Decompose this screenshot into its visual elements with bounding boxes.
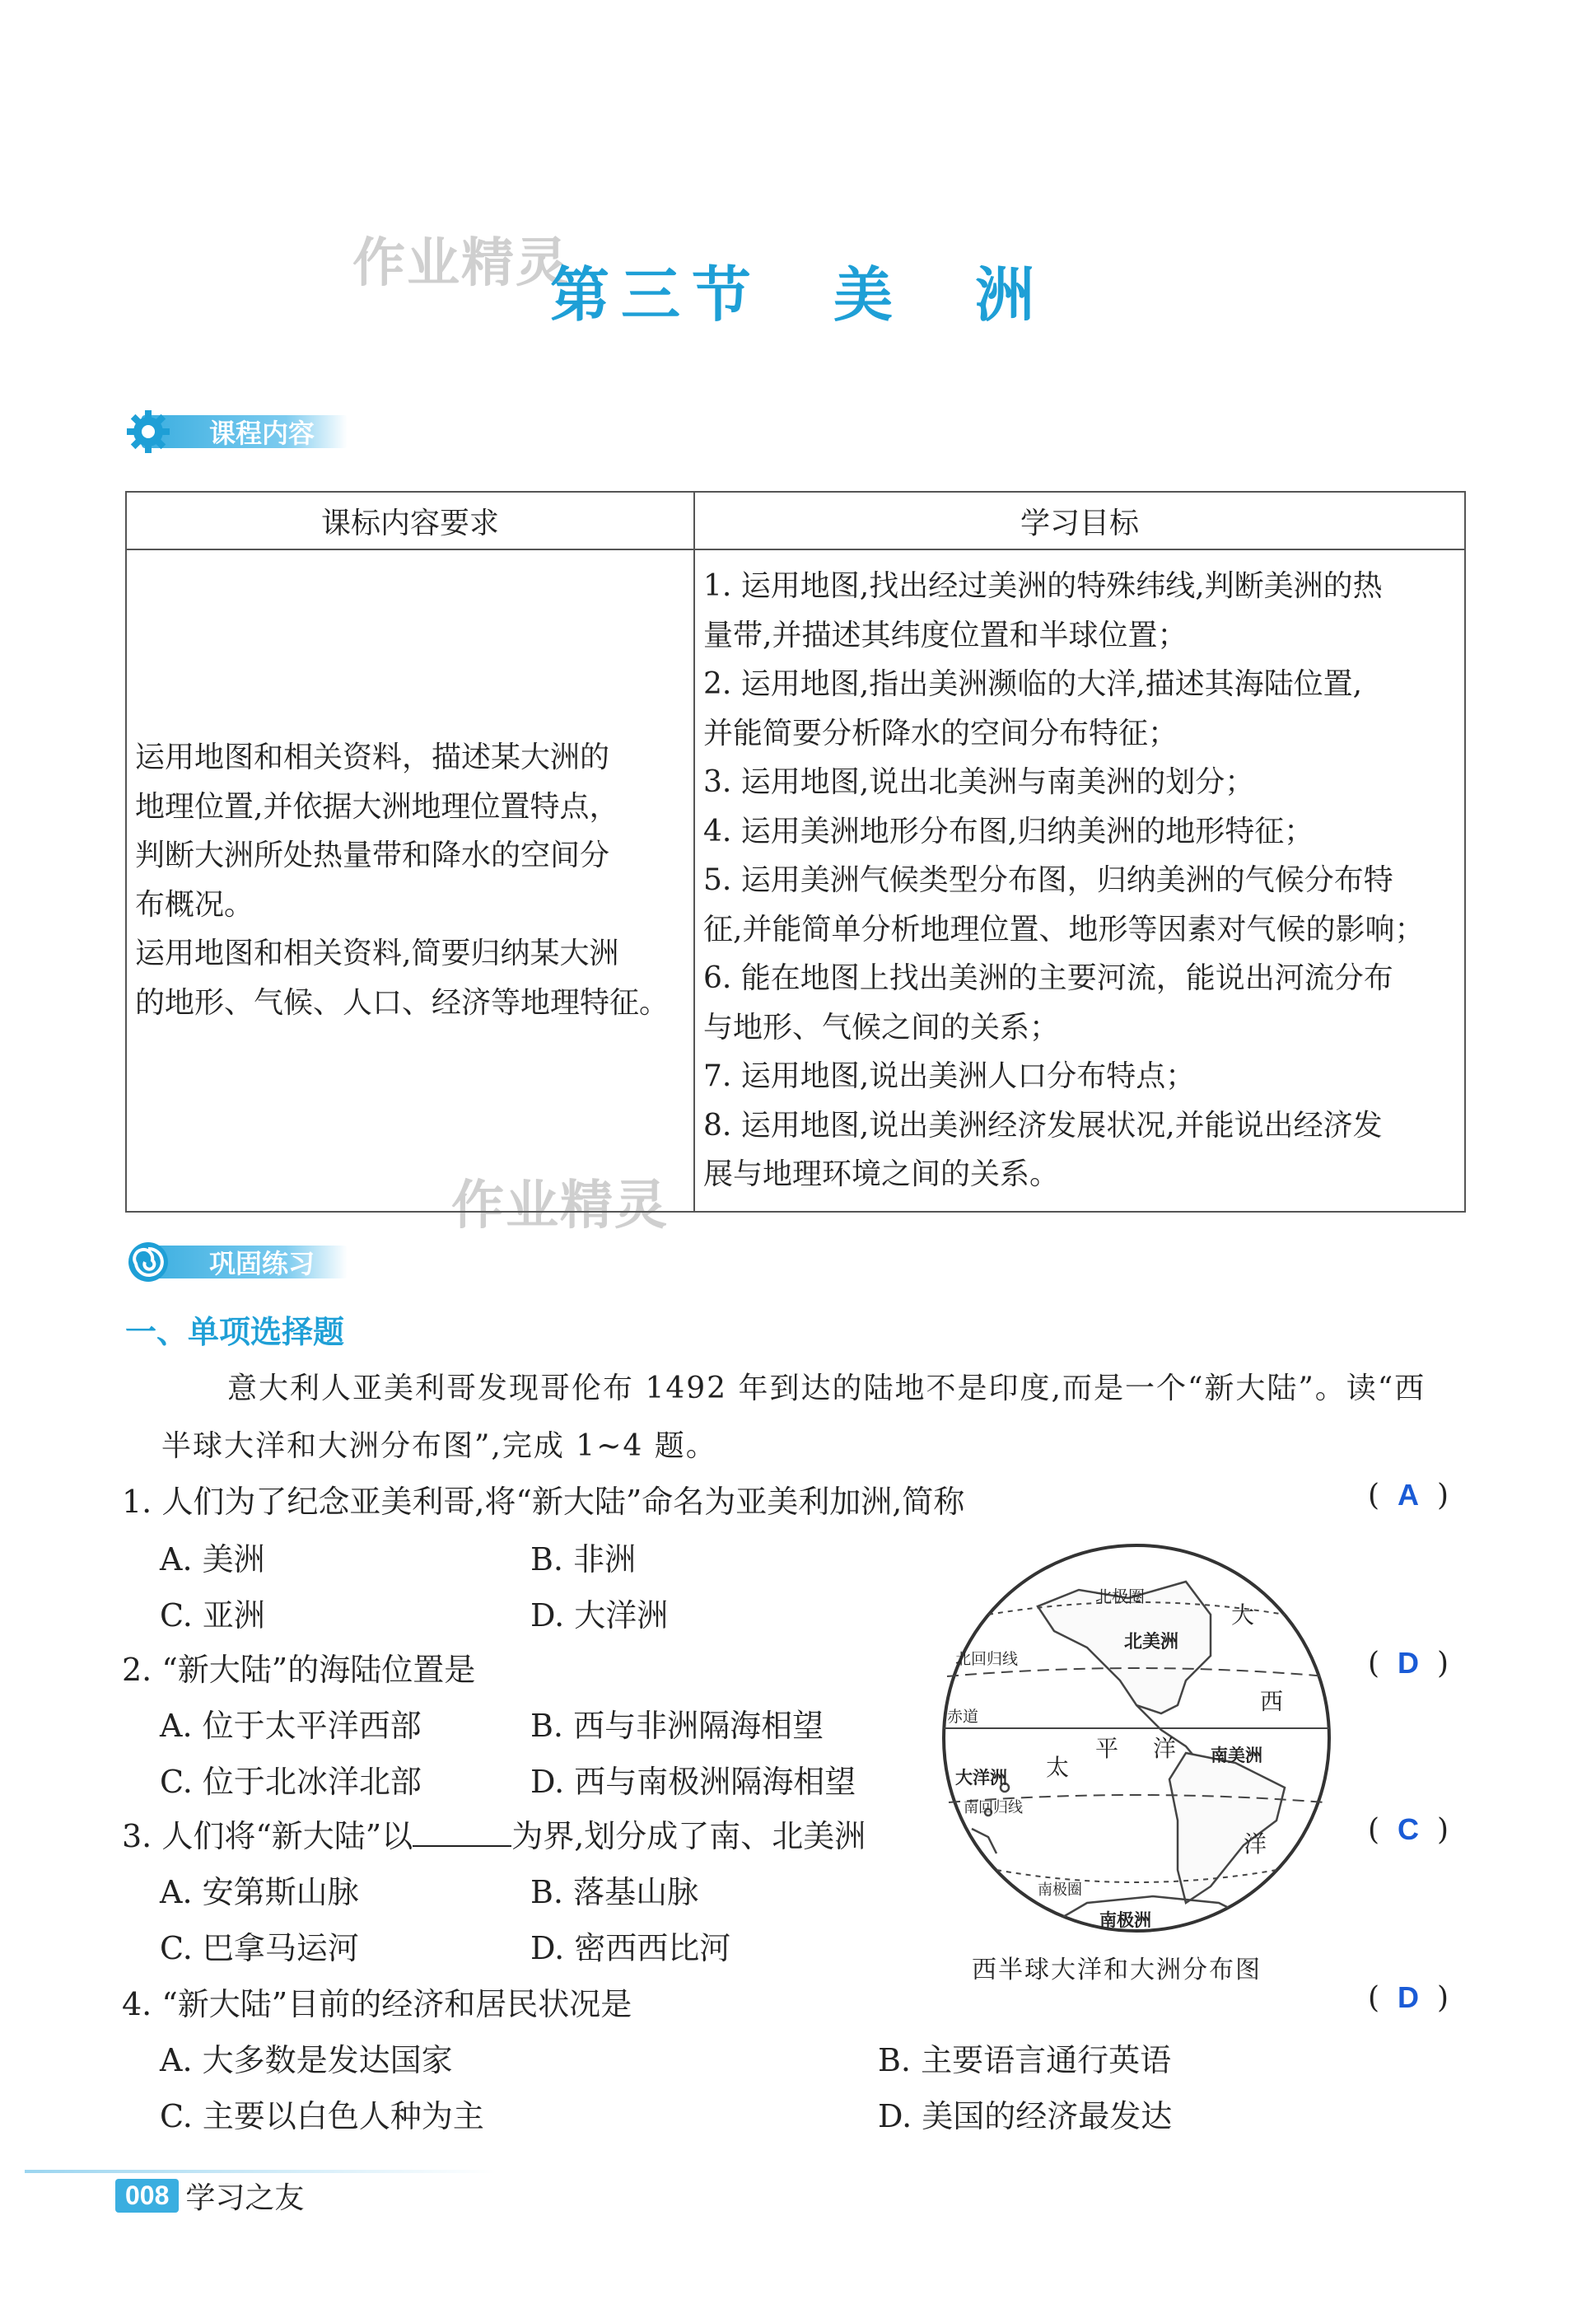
table-header: 课标内容要求 (126, 492, 694, 549)
question-3-stem-b: 为界,划分成了南、北美洲 (511, 1818, 866, 1854)
question-4: 4. “新大陆”目前的经济和居民状况是 (122, 1986, 632, 2022)
practice-banner (125, 1239, 348, 1285)
map-label: 赤道 (947, 1708, 979, 1726)
text-line: 地理位置,并依据大洲地理位置特点， (135, 789, 619, 824)
answer-4: ( D ) (1367, 1980, 1449, 2015)
text-line: 7. 运用地图,说出美洲人口分布特点； (703, 1059, 1196, 1093)
answer-letter: D (1398, 1646, 1419, 1680)
answer-letter: D (1398, 1980, 1419, 2014)
option: C. 亚洲 (160, 1597, 265, 1634)
text-line: 布概况。 (135, 887, 254, 922)
answer-2: ( D ) (1367, 1646, 1449, 1680)
text-line: 8. 运用地图,说出美洲经济发展状况,并能说出经济发 (703, 1108, 1383, 1143)
text-line: 1. 运用地图,找出经过美洲的特殊纬线,判断美洲的热 (703, 569, 1383, 603)
intro-line: 意大利人亚美利哥发现哥伦布 1492 年到达的陆地不是印度,而是一个“新大陆”。读“西 (227, 1372, 1426, 1405)
answer-letter: A (1398, 1478, 1419, 1512)
map-label: 太 (1046, 1754, 1070, 1781)
question-1: 1. 人们为了纪念亚美利哥,将“新大陆”命名为亚美利加洲,简称 (122, 1484, 965, 1520)
answer-1: ( A ) (1367, 1478, 1449, 1512)
map-label: 南回归线 (964, 1799, 1023, 1816)
text-line: 运用地图和相关资料，描述某大洲的 (135, 741, 610, 775)
swirl-icon (125, 1239, 175, 1285)
banner-label: 巩固练习 (142, 1246, 348, 1278)
option: B. 落基山脉 (530, 1874, 699, 1910)
map-label: 大 (1231, 1601, 1255, 1629)
text-line: 5. 运用美洲气候类型分布图，归纳美洲的气候分布特 (703, 863, 1393, 897)
text-line: 的地形、气候、人口、经济等地理特征。 (135, 985, 670, 1020)
option: B. 主要语言通行英语 (878, 2042, 1172, 2078)
footer-rule (25, 2170, 1596, 2173)
map-label: 西 (1260, 1688, 1284, 1715)
option: D. 大洋洲 (530, 1597, 669, 1634)
answer-letter: C (1398, 1812, 1419, 1846)
map-label: 洋 (1244, 1830, 1267, 1858)
option: B. 西与非洲隔海相望 (530, 1708, 824, 1744)
text-line: 与地形、气候之间的关系； (703, 1010, 1060, 1045)
text-line: 4. 运用美洲地形分布图,归纳美洲的地形特征； (703, 814, 1314, 848)
hemisphere-map (939, 1540, 1334, 1936)
course-content-banner (125, 409, 348, 455)
map-label: 大洋洲 (955, 1768, 1007, 1788)
gear-icon (125, 409, 175, 455)
footer (115, 2175, 304, 2217)
intro-line: 半球大洋和大洲分布图”,完成 1~4 题。 (161, 1429, 717, 1463)
text-line: 展与地理环境之间的关系。 (703, 1157, 1060, 1191)
option: C. 主要以白色人种为主 (160, 2098, 484, 2134)
option: D. 西与南极洲隔海相望 (530, 1764, 856, 1800)
brand: 学习之友 (185, 2181, 305, 2215)
map-label: 北回归线 (955, 1650, 1019, 1668)
fill-blank (413, 1821, 511, 1847)
map-label: 南美洲 (1211, 1746, 1262, 1765)
option: D. 密西西比河 (530, 1930, 731, 1966)
option: A. 大多数是发达国家 (160, 2042, 453, 2078)
text-line: 运用地图和相关资料,简要归纳某大洲 (135, 937, 619, 971)
requirements-cell (126, 549, 694, 1212)
curriculum-table (125, 491, 1466, 1213)
text-line: 2. 运用地图,指出美洲濒临的大洋,描述其海陆位置, (703, 667, 1363, 701)
text-line: 判断大洲所处热量带和降水的空间分 (135, 839, 610, 873)
goals-cell (694, 549, 1465, 1212)
question-3-stem-a: 3. 人们将“新大陆”以 (122, 1818, 413, 1854)
text-line: 6. 能在地图上找出美洲的主要河流，能说出河流分布 (703, 961, 1393, 995)
answer-3: ( C ) (1367, 1812, 1449, 1847)
text-line: 3. 运用地图,说出北美洲与南美洲的划分； (703, 765, 1255, 799)
map-label: 北美洲 (1124, 1632, 1179, 1652)
option: D. 美国的经济最发达 (878, 2098, 1173, 2134)
text-line: 并能简要分析降水的空间分布特征； (703, 716, 1178, 750)
banner-label: 课程内容 (142, 415, 348, 448)
watermark: 作业精灵 (352, 233, 570, 294)
option: C. 位于北冰洋北部 (160, 1764, 422, 1800)
map-label: 北极圈 (1095, 1587, 1145, 1606)
section-heading: 一、单项选择题 (125, 1314, 345, 1350)
map-label: 南极洲 (1099, 1910, 1151, 1930)
option: A. 美洲 (160, 1541, 265, 1578)
option: A. 位于太平洋西部 (160, 1708, 422, 1744)
map-label: 南极圈 (1038, 1881, 1082, 1899)
option: B. 非洲 (530, 1541, 637, 1578)
option: A. 安第斯山脉 (160, 1874, 359, 1910)
map-label: 平 (1095, 1735, 1119, 1762)
map-label: 洋 (1153, 1735, 1177, 1762)
text-line: 征,并能简单分析地理位置、地形等因素对气候的影响； (703, 912, 1425, 947)
page-number: 008 (115, 2179, 179, 2213)
table-header: 学习目标 (694, 492, 1465, 549)
question-2: 2. “新大陆”的海陆位置是 (122, 1652, 476, 1688)
text-line: 量带,并描述其纬度位置和半球位置； (703, 618, 1188, 652)
question-3 (122, 1811, 866, 1856)
page-title: 第三节 美 洲 (549, 260, 1046, 330)
watermark: 作业精灵 (451, 1176, 669, 1236)
option: C. 巴拿马运河 (160, 1930, 359, 1966)
map-caption: 西半球大洋和大洲分布图 (972, 1956, 1262, 1984)
